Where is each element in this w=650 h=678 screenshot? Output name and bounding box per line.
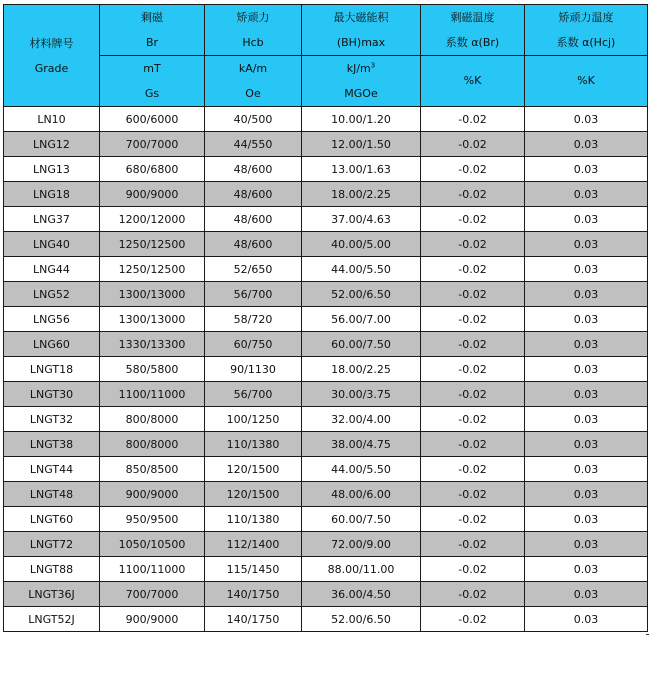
header-hcb-unit-cgs: Oe	[245, 87, 261, 100]
temp-coef-hcj-cell: 0.03	[525, 307, 648, 332]
grade-cell: LNG52	[4, 282, 100, 307]
grade-cell: LNGT30	[4, 382, 100, 407]
temp-coef-br-cell: -0.02	[421, 607, 525, 632]
temp-coef-hcj-cell: 0.03	[525, 182, 648, 207]
hcb-cell: 56/700	[205, 282, 302, 307]
br-cell: 700/7000	[100, 132, 205, 157]
br-cell: 600/6000	[100, 107, 205, 132]
table-header	[4, 5, 648, 107]
table-row	[4, 557, 648, 582]
hcb-cell: 52/650	[205, 257, 302, 282]
table-row	[4, 457, 648, 482]
header-br-units	[100, 56, 205, 107]
grade-cell: LNGT48	[4, 482, 100, 507]
temp-coef-br-cell: -0.02	[421, 532, 525, 557]
hcb-cell: 60/750	[205, 332, 302, 357]
bhmax-cell: 36.00/4.50	[302, 582, 421, 607]
bhmax-cell: 60.00/7.50	[302, 507, 421, 532]
br-cell: 950/9500	[100, 507, 205, 532]
hcb-cell: 140/1750	[205, 607, 302, 632]
header-temp-coef-hcj-unit: %K	[525, 56, 648, 107]
br-cell: 1330/13300	[100, 332, 205, 357]
bhmax-cell: 13.00/1.63	[302, 157, 421, 182]
bhmax-cell: 44.00/5.50	[302, 257, 421, 282]
temp-coef-br-cell: -0.02	[421, 382, 525, 407]
table-row	[4, 382, 648, 407]
table-row	[4, 207, 648, 232]
bhmax-cell: 60.00/7.50	[302, 332, 421, 357]
temp-coef-hcj-cell: 0.03	[525, 232, 648, 257]
header-bhmax-unit-si-exp: 3	[370, 61, 376, 70]
temp-coef-br-cell: -0.02	[421, 207, 525, 232]
grade-cell: LNGT52J	[4, 607, 100, 632]
bhmax-cell: 32.00/4.00	[302, 407, 421, 432]
header-hcb-zh: 矫顽力	[236, 11, 270, 24]
header-br-zh: 剩磁	[141, 11, 163, 24]
temp-coef-br-cell: -0.02	[421, 357, 525, 382]
temp-coef-hcj-cell: 0.03	[525, 432, 648, 457]
bhmax-cell: 72.00/9.00	[302, 532, 421, 557]
header-br-sym: Br	[145, 36, 159, 49]
br-cell: 1050/10500	[100, 532, 205, 557]
br-cell: 1200/12000	[100, 207, 205, 232]
header-bhmax-sym: (BH)max	[336, 36, 386, 49]
grade-cell: LNGT44	[4, 457, 100, 482]
table-row	[4, 607, 648, 632]
temp-coef-br-cell: -0.02	[421, 182, 525, 207]
header-row-units	[4, 56, 648, 107]
table-body	[4, 107, 648, 632]
hcb-cell: 44/550	[205, 132, 302, 157]
temp-coef-br-cell: -0.02	[421, 157, 525, 182]
temp-coef-hcj-cell: 0.03	[525, 332, 648, 357]
br-cell: 900/9000	[100, 482, 205, 507]
bhmax-cell: 18.00/2.25	[302, 357, 421, 382]
bhmax-cell: 52.00/6.50	[302, 607, 421, 632]
grade-cell: LNGT88	[4, 557, 100, 582]
header-temp-coef-hcj-zh: 矫顽力温度	[558, 11, 614, 24]
bhmax-cell: 40.00/5.00	[302, 232, 421, 257]
table-row	[4, 132, 648, 157]
temp-coef-hcj-cell: 0.03	[525, 582, 648, 607]
header-bhmax-zh: 最大磁能积	[333, 11, 389, 24]
temp-coef-br-cell: -0.02	[421, 482, 525, 507]
header-hcb	[205, 5, 302, 56]
br-cell: 1300/13000	[100, 282, 205, 307]
bhmax-cell: 38.00/4.75	[302, 432, 421, 457]
temp-coef-hcj-cell: 0.03	[525, 457, 648, 482]
temp-coef-br-cell: -0.02	[421, 132, 525, 157]
temp-coef-hcj-cell: 0.03	[525, 357, 648, 382]
hcb-cell: 110/1380	[205, 507, 302, 532]
grade-cell: LNG60	[4, 332, 100, 357]
br-cell: 800/8000	[100, 432, 205, 457]
grade-cell: LNGT38	[4, 432, 100, 457]
br-cell: 800/8000	[100, 407, 205, 432]
temp-coef-hcj-cell: 0.03	[525, 482, 648, 507]
table-row	[4, 582, 648, 607]
table-row	[4, 307, 648, 332]
temp-coef-hcj-cell: 0.03	[525, 607, 648, 632]
table-row	[4, 407, 648, 432]
bhmax-cell: 18.00/2.25	[302, 182, 421, 207]
temp-coef-hcj-cell: 0.03	[525, 532, 648, 557]
temp-coef-hcj-cell: 0.03	[525, 507, 648, 532]
bhmax-cell: 48.00/6.00	[302, 482, 421, 507]
hcb-cell: 48/600	[205, 157, 302, 182]
header-temp-coef-hcj	[525, 5, 648, 56]
hcb-cell: 48/600	[205, 232, 302, 257]
header-bhmax-units	[302, 56, 421, 107]
header-bhmax	[302, 5, 421, 56]
table-row	[4, 107, 648, 132]
br-cell: 580/5800	[100, 357, 205, 382]
header-row-names	[4, 5, 648, 56]
header-bhmax-unit-si	[302, 56, 420, 81]
temp-coef-br-cell: -0.02	[421, 457, 525, 482]
grade-cell: LNG40	[4, 232, 100, 257]
hcb-cell: 48/600	[205, 207, 302, 232]
table-row	[4, 482, 648, 507]
header-grade-zh: 材料牌号	[29, 36, 74, 50]
grade-cell: LNG44	[4, 257, 100, 282]
bhmax-cell: 37.00/4.63	[302, 207, 421, 232]
header-br	[100, 5, 205, 56]
temp-coef-br-cell: -0.02	[421, 232, 525, 257]
bhmax-cell: 30.00/3.75	[302, 382, 421, 407]
br-cell: 700/7000	[100, 582, 205, 607]
table-row	[4, 332, 648, 357]
grade-cell: LNG56	[4, 307, 100, 332]
temp-coef-br-cell: -0.02	[421, 582, 525, 607]
br-cell: 1250/12500	[100, 257, 205, 282]
hcb-cell: 90/1130	[205, 357, 302, 382]
header-hcb-sym: Hcb	[242, 36, 264, 49]
table-row	[4, 157, 648, 182]
table-row	[4, 507, 648, 532]
grade-cell: LNGT60	[4, 507, 100, 532]
hcb-cell: 48/600	[205, 182, 302, 207]
temp-coef-hcj-cell: 0.03	[525, 257, 648, 282]
bhmax-cell: 56.00/7.00	[302, 307, 421, 332]
temp-coef-hcj-cell: 0.03	[525, 382, 648, 407]
bhmax-cell: 52.00/6.50	[302, 282, 421, 307]
hcb-cell: 110/1380	[205, 432, 302, 457]
table-row	[4, 432, 648, 457]
grade-cell: LNG37	[4, 207, 100, 232]
temp-coef-hcj-cell: 0.03	[525, 557, 648, 582]
grade-cell: LNGT32	[4, 407, 100, 432]
table-row	[4, 257, 648, 282]
grade-cell: LNG13	[4, 157, 100, 182]
temp-coef-br-cell: -0.02	[421, 307, 525, 332]
hcb-cell: 120/1500	[205, 457, 302, 482]
header-temp-coef-br-sym: 系数 α(Br)	[445, 36, 500, 49]
bhmax-cell: 12.00/1.50	[302, 132, 421, 157]
bhmax-cell: 44.00/5.50	[302, 457, 421, 482]
header-grade-en: Grade	[34, 61, 69, 75]
table-row	[4, 282, 648, 307]
table-row	[4, 232, 648, 257]
header-hcb-unit-si: kA/m	[238, 62, 268, 75]
temp-coef-hcj-cell: 0.03	[525, 407, 648, 432]
hcb-cell: 100/1250	[205, 407, 302, 432]
br-cell: 900/9000	[100, 607, 205, 632]
temp-coef-hcj-cell: 0.03	[525, 207, 648, 232]
br-cell: 1250/12500	[100, 232, 205, 257]
temp-coef-br-cell: -0.02	[421, 282, 525, 307]
hcb-cell: 140/1750	[205, 582, 302, 607]
grade-cell: LNG18	[4, 182, 100, 207]
hcb-cell: 112/1400	[205, 532, 302, 557]
hcb-cell: 115/1450	[205, 557, 302, 582]
table-row	[4, 357, 648, 382]
header-temp-coef-hcj-sym: 系数 α(Hcj)	[556, 36, 616, 49]
temp-coef-br-cell: -0.02	[421, 407, 525, 432]
br-cell: 1300/13000	[100, 307, 205, 332]
header-temp-coef-br-unit: %K	[421, 56, 525, 107]
temp-coef-hcj-cell: 0.03	[525, 157, 648, 182]
bhmax-cell: 88.00/11.00	[302, 557, 421, 582]
br-cell: 850/8500	[100, 457, 205, 482]
grade-cell: LNGT72	[4, 532, 100, 557]
temp-coef-br-cell: -0.02	[421, 507, 525, 532]
grade-cell: LNGT36J	[4, 582, 100, 607]
header-br-unit-cgs: Gs	[144, 87, 160, 100]
br-cell: 1100/11000	[100, 557, 205, 582]
grade-cell: LNGT18	[4, 357, 100, 382]
hcb-cell: 120/1500	[205, 482, 302, 507]
temp-coef-br-cell: -0.02	[421, 557, 525, 582]
temp-coef-br-cell: -0.02	[421, 432, 525, 457]
table-row	[4, 182, 648, 207]
grade-cell: LNG12	[4, 132, 100, 157]
table-row	[4, 532, 648, 557]
header-temp-coef-br	[421, 5, 525, 56]
br-cell: 1100/11000	[100, 382, 205, 407]
br-cell: 900/9000	[100, 182, 205, 207]
temp-coef-hcj-cell: 0.03	[525, 107, 648, 132]
hcb-cell: 58/720	[205, 307, 302, 332]
hcb-cell: 56/700	[205, 382, 302, 407]
header-temp-coef-br-zh: 剩磁温度	[450, 11, 495, 24]
edge-tick-mark	[646, 634, 649, 635]
bhmax-cell: 10.00/1.20	[302, 107, 421, 132]
header-br-unit-si: mT	[143, 62, 161, 75]
temp-coef-br-cell: -0.02	[421, 257, 525, 282]
header-hcb-units	[205, 56, 302, 107]
header-grade	[4, 5, 100, 107]
header-bhmax-unit-cgs: MGOe	[344, 87, 378, 100]
magnet-grade-table	[3, 4, 648, 632]
temp-coef-br-cell: -0.02	[421, 107, 525, 132]
br-cell: 680/6800	[100, 157, 205, 182]
temp-coef-br-cell: -0.02	[421, 332, 525, 357]
temp-coef-hcj-cell: 0.03	[525, 282, 648, 307]
hcb-cell: 40/500	[205, 107, 302, 132]
temp-coef-hcj-cell: 0.03	[525, 132, 648, 157]
grade-cell: LN10	[4, 107, 100, 132]
header-bhmax-unit-si-base: kJ/m	[346, 62, 371, 75]
